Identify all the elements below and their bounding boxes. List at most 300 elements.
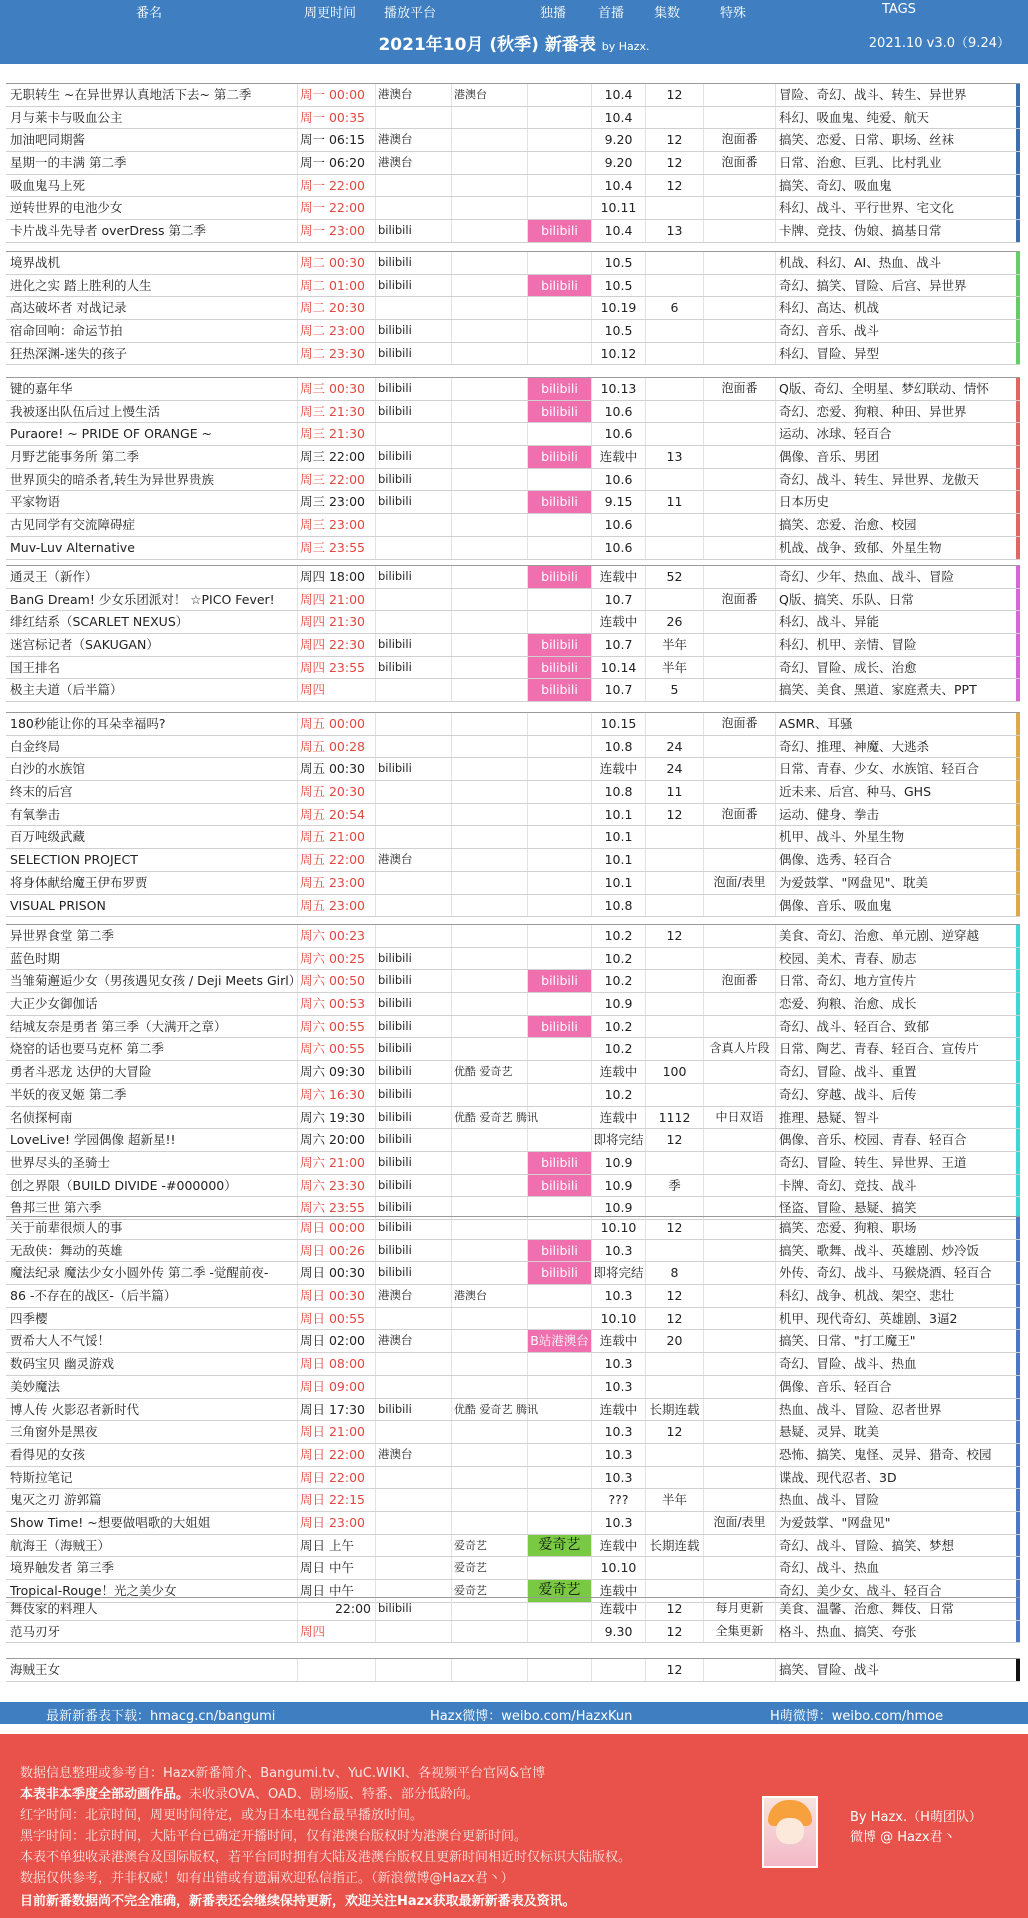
platform-extra (452, 197, 528, 219)
air-time: 周二 20:30 (298, 297, 376, 319)
special-note (704, 297, 776, 319)
special-note (704, 758, 776, 780)
table-row[interactable] (6, 1240, 1020, 1263)
table-row[interactable] (6, 948, 1020, 971)
day-section (6, 83, 1020, 243)
table-row[interactable] (6, 1107, 1020, 1130)
table-row[interactable] (6, 152, 1020, 175)
col-exclusive: 独播 (540, 6, 567, 21)
table-row[interactable] (6, 634, 1020, 657)
platform-extra (452, 736, 528, 758)
air-time: 周一 22:00 (298, 175, 376, 197)
episode-count: 11 (646, 781, 704, 803)
air-time: 周六 00:25 (298, 948, 376, 970)
platform (376, 781, 452, 803)
special-note (704, 1175, 776, 1197)
table-row[interactable] (6, 107, 1020, 130)
anime-title: 蓝色时期 (8, 948, 298, 970)
first-air: 10.19 (592, 297, 646, 319)
platform-extra: 爱奇艺 (452, 1535, 528, 1557)
table-row[interactable] (6, 1016, 1020, 1039)
air-time: 周一 06:15 (298, 129, 376, 151)
air-time: 周四 23:55 (298, 657, 376, 679)
air-time: 周日 中午 (298, 1580, 376, 1602)
exclusive-badge: bilibili (528, 566, 592, 588)
table-row[interactable] (6, 1129, 1020, 1152)
air-time: 周四 (298, 679, 376, 701)
exclusive-badge: bilibili (528, 657, 592, 679)
air-time: 周五 00:28 (298, 736, 376, 758)
note-update: 目前新番数据尚不完全准确，新番表还会继续保持更新，欢迎关注Hazx获取最新新番表及资讯。 (20, 1894, 576, 1909)
platform-extra (452, 1175, 528, 1197)
table-row[interactable] (6, 297, 1020, 320)
exclusive-badge (528, 469, 592, 491)
day-section (6, 1597, 1020, 1643)
exclusive-badge: bilibili (528, 378, 592, 400)
platform-extra: 港澳台 (452, 1285, 528, 1307)
table-row[interactable] (6, 197, 1020, 220)
table-row[interactable] (6, 1421, 1020, 1444)
episode-count: 12 (646, 152, 704, 174)
tags: 恋爱、狗粮、治愈、成长 (779, 996, 917, 1012)
air-time: 周五 20:30 (298, 781, 376, 803)
anime-title: Muv-Luv Alternative (8, 537, 298, 559)
platform-extra (452, 634, 528, 656)
first-air: 连载中 (592, 1598, 646, 1620)
platform: bilibili (376, 993, 452, 1015)
platform (376, 1535, 452, 1557)
exclusive-badge: bilibili (528, 970, 592, 992)
table-row[interactable] (6, 1621, 1020, 1644)
air-time: 周五 21:00 (298, 826, 376, 848)
anime-title: 卡片战斗先导者 overDress 第二季 (8, 220, 298, 242)
first-air: 10.1 (592, 849, 646, 871)
day-section (6, 712, 1020, 917)
episode-count: 13 (646, 220, 704, 242)
air-time: 周六 00:55 (298, 1038, 376, 1060)
table-row[interactable] (6, 566, 1020, 589)
table-row[interactable] (6, 378, 1020, 401)
tags: 奇幻、少年、热血、战斗、冒险 (779, 569, 955, 584)
table-row[interactable] (6, 713, 1020, 736)
special-note (704, 514, 776, 536)
table-row[interactable] (6, 514, 1020, 537)
anime-title: 烧窑的话也要马克杯 第二季 (8, 1038, 298, 1060)
table-row[interactable] (6, 1512, 1020, 1535)
air-time: 周六 00:55 (298, 1016, 376, 1038)
platform (376, 297, 452, 319)
tags: 科幻、高达、机战 (779, 300, 880, 316)
exclusive-badge (528, 804, 592, 826)
anime-title: SELECTION PROJECT (8, 849, 298, 871)
platform-extra (452, 275, 528, 297)
first-air: 10.6 (592, 423, 646, 445)
special-note (704, 1285, 776, 1307)
episode-count (646, 895, 704, 917)
tags: ASMR、耳骚 (779, 716, 853, 731)
platform: 港澳台 (376, 152, 452, 174)
episode-count: 24 (646, 736, 704, 758)
platform-extra (452, 297, 528, 319)
platform: bilibili (376, 378, 452, 400)
special-note: 泡面番 (704, 804, 776, 826)
air-time: 周五 23:00 (298, 895, 376, 917)
episode-count (646, 320, 704, 342)
anime-title: 86 -不存在的战区-（后半篇） (8, 1285, 298, 1307)
table-row[interactable] (6, 679, 1020, 702)
platform-extra (452, 446, 528, 468)
anime-title: 看得见的女孩 (8, 1444, 298, 1466)
anime-title: 吸血鬼马上死 (8, 175, 298, 197)
table-row[interactable] (6, 781, 1020, 804)
platform-extra (452, 1659, 528, 1681)
table-row[interactable] (6, 129, 1020, 152)
table-row[interactable] (6, 1175, 1020, 1198)
platform-extra (452, 611, 528, 633)
platform (376, 537, 452, 559)
tags: 奇幻、冒险、战斗、热血 (779, 1356, 917, 1372)
air-time: 周六 19:30 (298, 1107, 376, 1129)
exclusive-badge (528, 736, 592, 758)
table-row[interactable] (6, 220, 1020, 243)
anime-title: 古见同学有交流障碍症 (8, 514, 298, 536)
air-time: 周日 22:00 (298, 1467, 376, 1489)
first-air: 即将完结 (592, 1129, 646, 1151)
first-air: 连载中 (592, 1330, 646, 1352)
platform-extra (452, 1084, 528, 1106)
author: by Hazx. (601, 40, 650, 53)
first-air: 10.4 (592, 220, 646, 242)
platform: 港澳台 (376, 129, 452, 151)
special-note (704, 611, 776, 633)
platform: bilibili (376, 275, 452, 297)
first-air: 10.3 (592, 1376, 646, 1398)
table-row[interactable] (6, 320, 1020, 343)
download-link[interactable]: 最新新番表下载：hmacg.cn/bangumi (46, 1709, 276, 1724)
table-row[interactable] (6, 925, 1020, 948)
tags: 恐怖、搞笑、鬼怪、灵异、猎奇、校园 (779, 1446, 992, 1462)
table-row[interactable] (6, 343, 1020, 366)
anime-title: 鬼灭之刃 游郭篇 (8, 1489, 298, 1511)
special-note (704, 849, 776, 871)
anime-title: 宿命回响：命运节拍 (8, 320, 298, 342)
episode-count (646, 872, 704, 894)
table-row[interactable] (6, 736, 1020, 759)
air-time: 周六 21:00 (298, 1152, 376, 1174)
col-tags: TAGS (882, 2, 916, 17)
first-air: 10.4 (592, 84, 646, 106)
table-row[interactable] (6, 1285, 1020, 1308)
anime-title: 绯红结系（SCARLET NEXUS） (8, 611, 298, 633)
anime-title: 狂热深渊-迷失的孩子 (8, 343, 298, 365)
platform-extra: 优酷 爱奇艺 (452, 1061, 528, 1083)
platform: 港澳台 (376, 849, 452, 871)
tags: 偶像、音乐、轻百合 (779, 1378, 892, 1394)
air-time: 周日 中午 (298, 1557, 376, 1579)
exclusive-badge (528, 1353, 592, 1375)
anime-title: 极主夫道（后半篇） (8, 679, 298, 701)
table-row[interactable] (6, 1444, 1020, 1467)
exclusive-badge (528, 589, 592, 611)
episode-count (646, 107, 704, 129)
day-section (6, 1658, 1020, 1682)
table-row[interactable] (6, 1598, 1020, 1621)
episode-count: 20 (646, 1330, 704, 1352)
table-row[interactable] (6, 1399, 1020, 1422)
special-note (704, 84, 776, 106)
platform (376, 107, 452, 129)
first-air: 10.6 (592, 514, 646, 536)
anime-title: 舞伎家的料理人 (8, 1598, 298, 1620)
table-row[interactable] (6, 1217, 1020, 1240)
platform-extra (452, 343, 528, 365)
anime-title: 半妖的夜叉姬 第二季 (8, 1084, 298, 1106)
exclusive-badge (528, 1467, 592, 1489)
tags: 奇幻、冒险、战斗、重置 (779, 1064, 917, 1080)
table-row[interactable] (6, 970, 1020, 993)
episode-count (646, 970, 704, 992)
anime-title: 平家物语 (8, 491, 298, 513)
anime-title: 将身体献给魔王伊布罗贾 (8, 872, 298, 894)
exclusive-badge: bilibili (528, 1175, 592, 1197)
episode-count: 6 (646, 297, 704, 319)
platform: 港澳台 (376, 1330, 452, 1352)
table-row[interactable] (6, 446, 1020, 469)
special-note: 泡面番 (704, 129, 776, 151)
platform-extra (452, 804, 528, 826)
tags: 美食、奇幻、治愈、单元剧、逆穿越 (779, 928, 980, 943)
table-row[interactable] (6, 1489, 1020, 1512)
air-time: 周六 16:30 (298, 1084, 376, 1106)
episode-count (646, 1038, 704, 1060)
table-row[interactable] (6, 1557, 1020, 1580)
table-row[interactable] (6, 1376, 1020, 1399)
first-air: 即将完结 (592, 1262, 646, 1284)
table-row[interactable] (6, 1038, 1020, 1061)
air-time: 周日 08:00 (298, 1353, 376, 1375)
exclusive-badge (528, 826, 592, 848)
exclusive-badge (528, 514, 592, 536)
platform: bilibili (376, 1152, 452, 1174)
exclusive-badge (528, 713, 592, 735)
platform (376, 1659, 452, 1681)
exclusive-badge (528, 1129, 592, 1151)
tags: 奇幻、战斗、轻百合、致郁 (779, 1018, 930, 1034)
special-note (704, 566, 776, 588)
table-row[interactable] (6, 1084, 1020, 1107)
exclusive-badge (528, 925, 592, 947)
anime-title: 高达破坏者 对战记录 (8, 297, 298, 319)
tags: 运动、健身、拳击 (779, 806, 880, 822)
author-credit: By Hazx.（H萌团队） (850, 1810, 982, 1825)
first-air: 10.10 (592, 1308, 646, 1330)
table-row[interactable] (6, 872, 1020, 895)
tags: 奇幻、战斗、冒险、搞笑、梦想 (779, 1537, 955, 1553)
platform (376, 589, 452, 611)
anime-title: 博人传 火影忍者新时代 (8, 1399, 298, 1421)
table-row[interactable] (6, 1061, 1020, 1084)
anime-title: 迷宫标记者（SAKUGAN） (8, 634, 298, 656)
special-note (704, 1444, 776, 1466)
special-note (704, 446, 776, 468)
special-note (704, 220, 776, 242)
special-note (704, 1262, 776, 1284)
platform (376, 1557, 452, 1579)
episode-count (646, 713, 704, 735)
first-air: 10.1 (592, 826, 646, 848)
first-air: 10.5 (592, 320, 646, 342)
anime-title: 通灵王（新作） (8, 566, 298, 588)
platform-extra (452, 1217, 528, 1239)
table-row[interactable] (6, 84, 1020, 107)
hmoe-weibo-link[interactable]: H萌微博：weibo.com/hmoe (770, 1709, 944, 1724)
table-row[interactable] (6, 1659, 1020, 1682)
table-row[interactable] (6, 469, 1020, 492)
exclusive-badge (528, 1399, 592, 1421)
episode-count: 12 (646, 1659, 704, 1681)
exclusive-badge (528, 1308, 592, 1330)
platform-extra (452, 423, 528, 445)
platform-extra (452, 849, 528, 871)
episode-count (646, 1467, 704, 1489)
anime-title: 世界顶尖的暗杀者,转生为异世界贵族 (8, 469, 298, 491)
special-note (704, 1376, 776, 1398)
table-row[interactable] (6, 423, 1020, 446)
special-note (704, 1084, 776, 1106)
air-time: 周五 00:00 (298, 713, 376, 735)
platform: bilibili (376, 1197, 452, 1219)
first-air: 10.1 (592, 872, 646, 894)
table-row[interactable] (6, 826, 1020, 849)
anime-title: 终末的后宫 (8, 781, 298, 803)
first-air: 10.3 (592, 1285, 646, 1307)
special-note (704, 1399, 776, 1421)
table-row[interactable] (6, 657, 1020, 680)
tags: 科幻、战争、机战、架空、悲壮 (779, 1288, 955, 1304)
table-row[interactable] (6, 537, 1020, 560)
table-row[interactable] (6, 993, 1020, 1016)
anime-title: 百万吨级武藏 (8, 826, 298, 848)
special-note (704, 1467, 776, 1489)
special-note (704, 175, 776, 197)
first-air: 10.8 (592, 781, 646, 803)
episode-count (646, 1240, 704, 1262)
first-air: 10.1 (592, 804, 646, 826)
exclusive-badge: bilibili (528, 1262, 592, 1284)
platform (376, 1489, 452, 1511)
episode-count (646, 1353, 704, 1375)
table-row[interactable] (6, 175, 1020, 198)
note-disclaimer: 数据仅供参考，并非权威！如有出错或有遗漏欢迎私信指正。（新浪微博@Hazx君丶） (20, 1871, 514, 1886)
first-air: 9.20 (592, 129, 646, 151)
tags: 科幻、吸血鬼、纯爱、航天 (779, 109, 930, 125)
anime-title: BanG Dream! 少女乐团派对！ ☆PICO Fever! (8, 589, 298, 611)
first-air: 9.20 (592, 152, 646, 174)
table-row[interactable] (6, 1330, 1020, 1353)
table-row[interactable] (6, 1535, 1020, 1558)
platform-extra (452, 970, 528, 992)
air-time: 周日 22:15 (298, 1489, 376, 1511)
anime-title: 白金终局 (8, 736, 298, 758)
anime-title: 结城友奈是勇者 第三季（大满开之章） (8, 1016, 298, 1038)
platform-extra (452, 925, 528, 947)
platform-extra (452, 758, 528, 780)
special-note (704, 1535, 776, 1557)
exclusive-badge: B站港澳台 (528, 1330, 592, 1352)
air-time: 周日 00:30 (298, 1285, 376, 1307)
hazx-weibo-link[interactable]: Hazx微博：weibo.com/HazxKun (430, 1709, 633, 1724)
anime-title: 海贼王女 (8, 1659, 298, 1681)
table-row[interactable] (6, 1262, 1020, 1285)
anime-title: 月与莱卡与吸血公主 (8, 107, 298, 129)
platform-extra (452, 589, 528, 611)
table-row[interactable] (6, 1152, 1020, 1175)
tags: 奇幻、穿越、战斗、后传 (779, 1086, 917, 1102)
exclusive-badge (528, 1217, 592, 1239)
first-air (592, 1659, 646, 1681)
air-time: 周五 00:30 (298, 758, 376, 780)
table-row[interactable] (6, 1353, 1020, 1376)
platform (376, 679, 452, 701)
table-row[interactable] (6, 491, 1020, 514)
exclusive-badge: bilibili (528, 275, 592, 297)
platform-extra (452, 378, 528, 400)
table-row[interactable] (6, 401, 1020, 424)
anime-title: 特斯拉笔记 (8, 1467, 298, 1489)
day-section (6, 1216, 1020, 1603)
first-air: 连载中 (592, 1535, 646, 1557)
episode-count (646, 343, 704, 365)
platform-extra (452, 491, 528, 513)
platform (376, 713, 452, 735)
tags: 搞笑、歌舞、战斗、英雄剧、炒冷饭 (779, 1242, 980, 1258)
air-time: 周二 23:00 (298, 320, 376, 342)
exclusive-badge (528, 1621, 592, 1643)
table-row[interactable] (6, 804, 1020, 827)
table-row[interactable] (6, 589, 1020, 612)
table-row[interactable] (6, 252, 1020, 275)
exclusive-badge (528, 1512, 592, 1534)
platform-extra (452, 566, 528, 588)
episode-count: 长期连载 (646, 1399, 704, 1421)
table-row[interactable] (6, 849, 1020, 872)
air-time: 周六 23:30 (298, 1175, 376, 1197)
platform-extra (452, 826, 528, 848)
air-time: 周五 20:54 (298, 804, 376, 826)
episode-count: 12 (646, 1621, 704, 1643)
special-note (704, 423, 776, 445)
tags: 怪盗、冒险、悬疑、搞笑 (779, 1200, 917, 1216)
tags: Q版、搞笑、乐队、日常 (779, 591, 914, 607)
special-note (704, 781, 776, 803)
table-row[interactable] (6, 758, 1020, 781)
table-row[interactable] (6, 611, 1020, 634)
exclusive-badge (528, 297, 592, 319)
first-air: 10.2 (592, 1038, 646, 1060)
table-row[interactable] (6, 1467, 1020, 1490)
tags: 机甲、现代奇幻、英雄剧、3逼2 (779, 1310, 958, 1326)
first-air: 10.9 (592, 1152, 646, 1174)
episode-count (646, 849, 704, 871)
exclusive-badge (528, 423, 592, 445)
table-row[interactable] (6, 1308, 1020, 1331)
episode-count: 5 (646, 679, 704, 701)
table-row[interactable] (6, 895, 1020, 918)
special-note: 泡面番 (704, 589, 776, 611)
table-row[interactable] (6, 275, 1020, 298)
special-note (704, 634, 776, 656)
author-avatar (762, 1796, 818, 1868)
